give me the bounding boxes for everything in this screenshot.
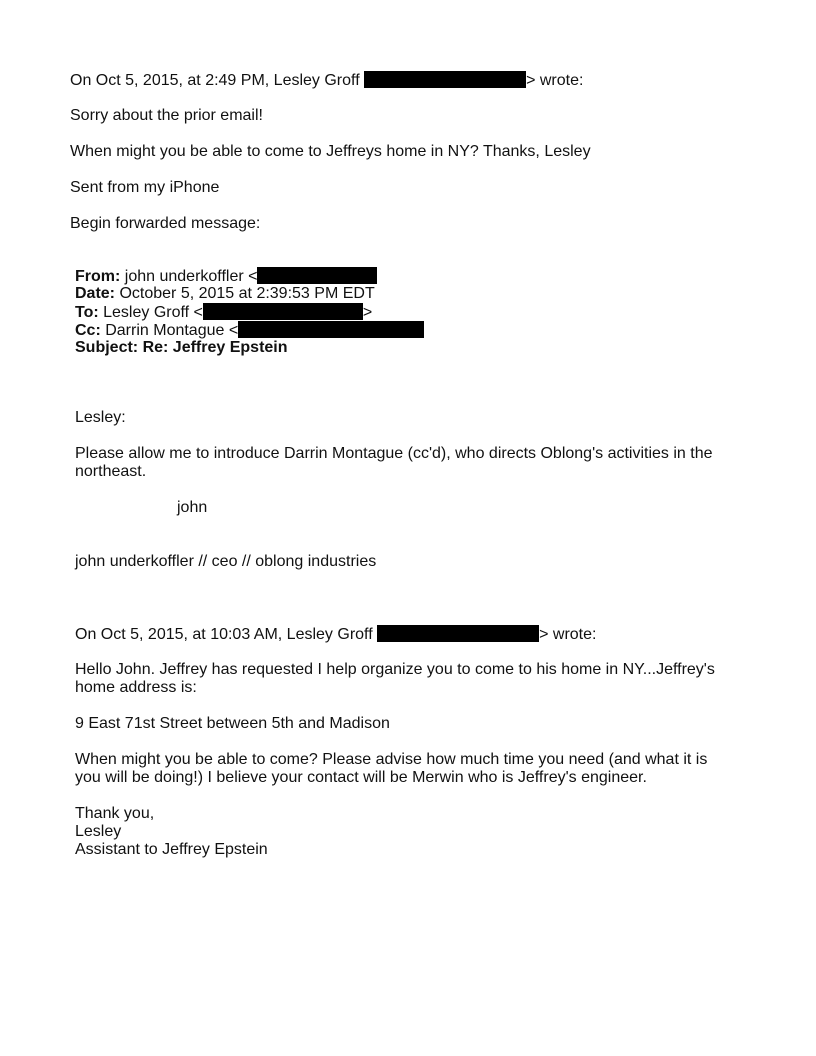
quoted-title: Assistant to Jeffrey Epstein: [75, 841, 268, 858]
reply-greeting: Lesley:: [75, 409, 126, 426]
to-value: Lesley Groff <: [98, 304, 203, 321]
top-header-suffix: > wrote:: [526, 72, 584, 89]
top-message-line1: Sorry about the prior email!: [70, 107, 263, 124]
forwarded-from-row: [75, 267, 377, 286]
quoted-para1: Hello John. Jeffrey has requested I help organize you to come to his home in NY...Jeffrey's home address is:: [75, 661, 715, 696]
reply-signature-line: john underkoffler // ceo // oblong industries: [75, 553, 377, 570]
reply-signoff: john: [177, 499, 208, 516]
redaction-block: [364, 71, 526, 88]
quoted-closing: Thank you,: [75, 805, 155, 822]
forwarded-to-row: [75, 303, 372, 322]
redaction-block: [377, 625, 539, 642]
forward-intro: Begin forwarded message:: [70, 215, 261, 232]
subject-value: Re: Jeffrey Epstein: [138, 339, 288, 356]
forwarded-subject-row: [75, 339, 288, 357]
top-message-signature: Sent from my iPhone: [70, 179, 220, 196]
forwarded-date-row: [75, 285, 375, 303]
redaction-block: [203, 303, 363, 320]
from-value: john underkoffler <: [120, 268, 258, 285]
quoted-address: 9 East 71st Street between 5th and Madison: [75, 715, 390, 732]
from-label: From:: [75, 268, 121, 285]
cc-label: Cc:: [75, 322, 101, 339]
redaction-block: [238, 321, 424, 338]
quoted-message-header: [75, 625, 596, 644]
top-message-line2: When might you be able to come to Jeffreys home in NY? Thanks, Lesley: [70, 143, 591, 160]
to-close: >: [362, 304, 373, 321]
reply-body: Please allow me to introduce Darrin Montague (cc'd), who directs Oblong's activities in the northeast.: [75, 445, 713, 480]
quoted-header-suffix: > wrote:: [539, 626, 597, 643]
date-label: Date:: [75, 285, 116, 302]
to-label: To:: [75, 304, 99, 321]
subject-label: Subject:: [75, 339, 139, 356]
date-value: October 5, 2015 at 2:39:53 PM EDT: [115, 285, 375, 302]
forwarded-cc-row: [75, 321, 424, 340]
quoted-name: Lesley: [75, 823, 122, 840]
quoted-para2: When might you be able to come? Please advise how much time you need (and what it is you will be doing!) I believe your contact will be Merwin who is Jeffrey's engineer.: [75, 751, 708, 786]
top-message-header: [70, 71, 583, 90]
redaction-block: [257, 267, 377, 284]
cc-value: Darrin Montague <: [100, 322, 239, 339]
quoted-header-prefix: On Oct 5, 2015, at 10:03 AM, Lesley Groff: [75, 626, 378, 643]
top-header-prefix: On Oct 5, 2015, at 2:49 PM, Lesley Groff: [70, 72, 365, 89]
